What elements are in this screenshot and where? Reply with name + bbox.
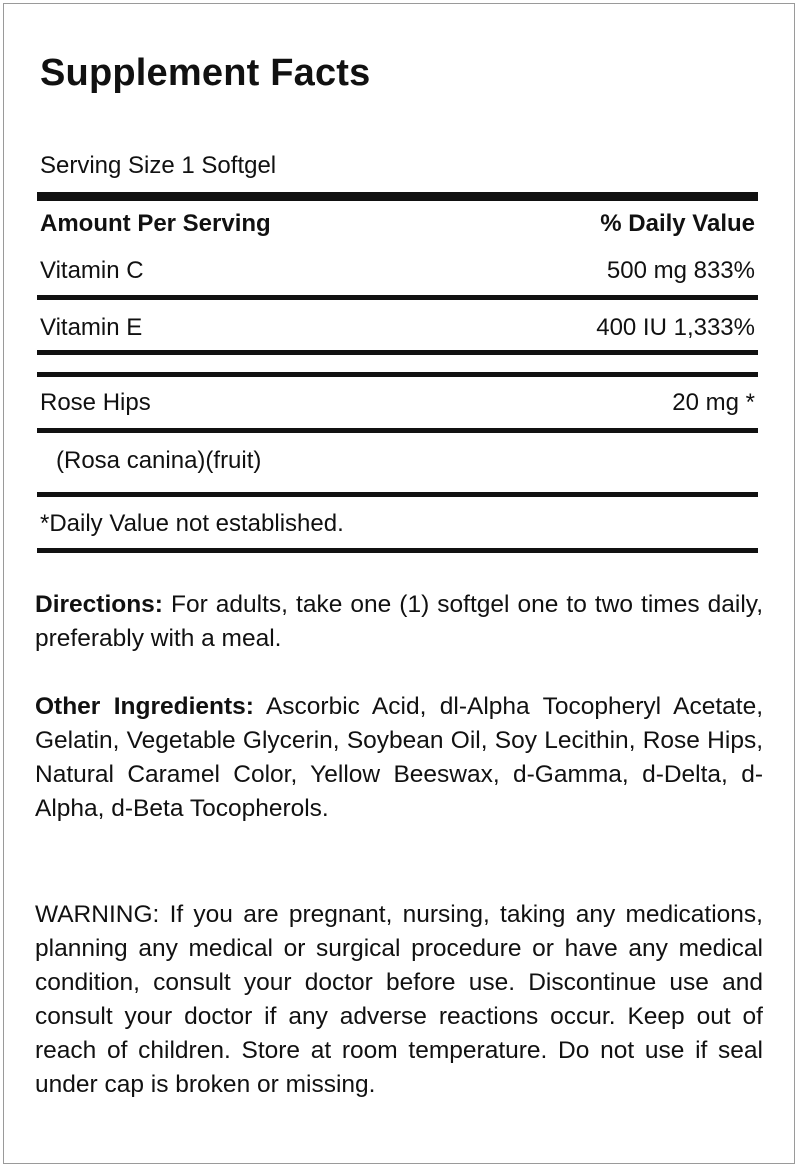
directions-text: For adults, take one (1) softgel one to two times daily, preferably with a meal. bbox=[35, 591, 763, 652]
nutrient-name: Vitamin E bbox=[40, 314, 143, 341]
serving-size: Serving Size 1 Softgel bbox=[40, 152, 277, 179]
other-ingredients-text: Ascorbic Acid, dl-Alpha Tocopheryl Acetate, Gelatin, Vegetable Glycerin, Soybean Oil, Soy Lecithin, Rose Hips, Natural Caramel Color, Yellow Beeswax, d-Gamma, d-Delta, d-Alpha, d-Beta Tocopherols. bbox=[35, 693, 763, 822]
directions-paragraph bbox=[35, 588, 763, 656]
rose-hips-source: (Rosa canina)(fruit) bbox=[56, 447, 262, 474]
other-ingredients-label: Other Ingredients: bbox=[35, 693, 254, 720]
daily-value-heading: % Daily Value bbox=[600, 210, 755, 237]
divider bbox=[37, 548, 758, 553]
daily-value-footnote: *Daily Value not established. bbox=[40, 510, 344, 537]
warning-paragraph: WARNING: If you are pregnant, nursing, taking any medications, planning any medical or surgical procedure or have any medical condition, consult your doctor before use. Discontinue use and consult your doctor if any adverse reactions occur. Keep out of reach of children. Store at room temperature. Do not use if seal under cap is broken or missing. bbox=[35, 901, 763, 1098]
nutrient-name: Rose Hips bbox=[40, 389, 151, 416]
divider bbox=[37, 350, 758, 355]
nutrient-amount: 400 IU 1,333% bbox=[596, 314, 755, 341]
other-ingredients-paragraph bbox=[35, 690, 763, 826]
thick-divider bbox=[37, 192, 758, 201]
nutrient-amount: 20 mg * bbox=[672, 389, 755, 416]
divider bbox=[37, 492, 758, 497]
directions-label: Directions: bbox=[35, 591, 163, 618]
page-title: Supplement Facts bbox=[40, 52, 371, 94]
divider bbox=[37, 428, 758, 433]
amount-per-serving-heading: Amount Per Serving bbox=[40, 210, 271, 237]
divider bbox=[37, 372, 758, 377]
nutrient-name: Vitamin C bbox=[40, 257, 144, 284]
divider bbox=[37, 295, 758, 300]
nutrient-amount: 500 mg 833% bbox=[606, 257, 755, 284]
